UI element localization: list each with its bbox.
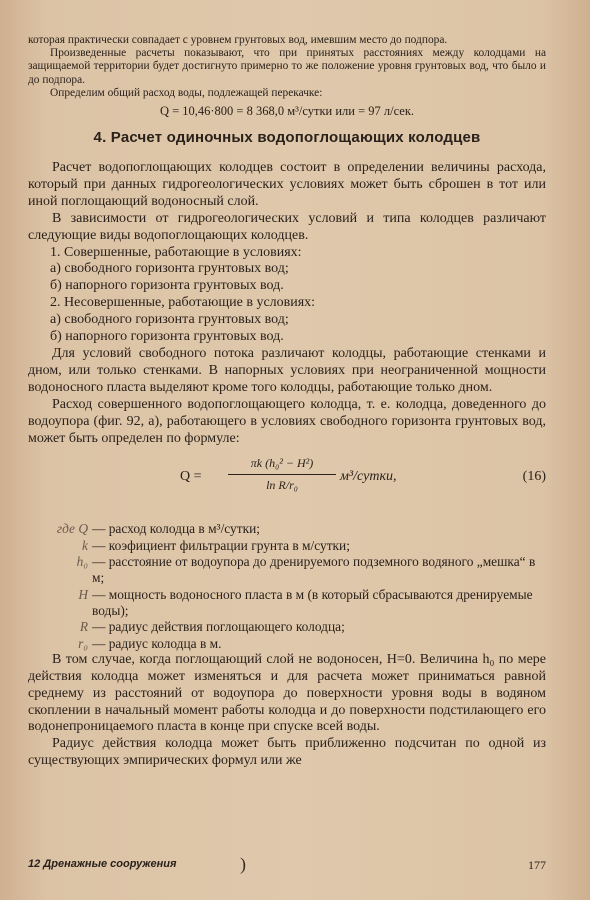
definition-row <box>28 538 546 554</box>
formula-denominator: ln R/r₀ <box>266 478 298 493</box>
pen-mark-icon: ) <box>240 854 246 874</box>
definition-text: — расход колодца в м³/сутки; <box>92 521 260 537</box>
definition-text: — мощность водоносного пласта в м (в который сбрасываются дренируемые воды); <box>92 586 533 618</box>
intro-line-3: Определим общий расход воды, подлежащей перекачке: <box>50 86 323 99</box>
paragraph-5: В том случае, когда поглощающий слой не водоносен, H=0. Величина h₀ по мере действия колодца может изменяться и для расчета может приниматься равной среднему из расстояний от водоупора до поверхности уровня воды в водяном скоплении в начальный момент работы колодца и до поверхности подстилающего его водонепроницаемого пласта в конце при спуске всей воды. <box>28 651 546 735</box>
paragraph-4: Расход совершенного водопоглощающего колодца, т. е. колодца, доведенного до водоупора (фиг. 92, а), работающего в условиях свободного горизонта грунтовых вод, может быть определен по формуле: <box>28 396 546 446</box>
definition-row <box>28 587 546 620</box>
definition-row <box>28 554 546 587</box>
section-title: 4. Расчет одиночных водопоглощающих колодцев <box>93 129 481 147</box>
list-item: 1. Совершенные, работающие в условиях: <box>50 244 302 260</box>
definition-row <box>28 619 546 635</box>
page-number: 177 <box>528 858 546 872</box>
definition-text: — радиус колодца в м. <box>92 635 222 651</box>
formula-16 <box>28 453 546 515</box>
formula-number: (16) <box>522 469 546 485</box>
definition-symbol: H <box>78 586 88 602</box>
list-item: б) напорного горизонта грунтовых вод. <box>50 278 284 294</box>
intro-line-2: Произведенные расчеты показывают, что при принятых расстояниях между колодцами на защищаемой территории будет достигнуто примерно то же положение уровня грунтовых вод, что было и до подпора. <box>28 47 546 86</box>
definition-symbol: R <box>79 619 88 635</box>
formula-numerator: πk (h₀² − H²) <box>228 455 336 475</box>
page-footer <box>28 854 546 874</box>
definition-text: — расстояние от водоупора до дренируемого подземного водяного „мешка“ в м; <box>92 554 536 586</box>
definition-symbol: где Q <box>56 521 88 537</box>
formula-unit: м³/сутки, <box>340 469 397 485</box>
definition-symbol: k <box>82 537 88 553</box>
paragraph-3: Для условий свободного потока различают колодцы, работающие стенками и дном, или только стенками. В напорных условиях при неограниченной мощности водоносного пласта выделяют кроме того колодцы, работающие только дном. <box>28 345 546 395</box>
paragraph-1: Расчет водопоглощающих колодцев состоит в определении величины расхода, который при данных гидрогеологических условиях может быть сброшен в тот или иной поглощающий водоносный слой. <box>28 160 546 209</box>
equation-flow: Q = 10,46·800 = 8 368,0 м³/сутки или = 97 л/сек. <box>159 104 415 119</box>
formula-lhs: Q = <box>180 469 202 485</box>
definition-symbol: h₀ <box>76 554 88 570</box>
definition-text: — коэфициент фильтрации грунта в м/сутки; <box>92 537 350 553</box>
definitions-list <box>28 521 546 651</box>
definition-row <box>28 636 546 652</box>
paragraph-2: В зависимости от гидрогеологических условий и типа колодцев различают следующие виды водопоглощающих колодцев. <box>28 210 546 243</box>
formula-fraction <box>228 455 336 494</box>
footer-signature: 12 Дренажные сооружения <box>28 858 177 870</box>
intro-line-1: которая практически совпадает с уровнем грунтовых вод, имевшим место до подпора. <box>28 34 448 46</box>
list-item: а) свободного горизонта грунтовых вод; <box>50 261 289 277</box>
list-item: 2. Несовершенные, работающие в условиях: <box>50 295 316 311</box>
definition-text: — радиус действия поглощающего колодца; <box>92 619 345 635</box>
definition-row <box>28 521 546 537</box>
list-item: б) напорного горизонта грунтовых вод. <box>50 329 284 345</box>
list-item: а) свободного горизонта грунтовых вод; <box>50 312 289 328</box>
definition-symbol: r₀ <box>78 635 88 651</box>
paragraph-6: Радиус действия колодца может быть приближенно подсчитан по одной из существующих эмпирических формул или же <box>28 736 546 769</box>
